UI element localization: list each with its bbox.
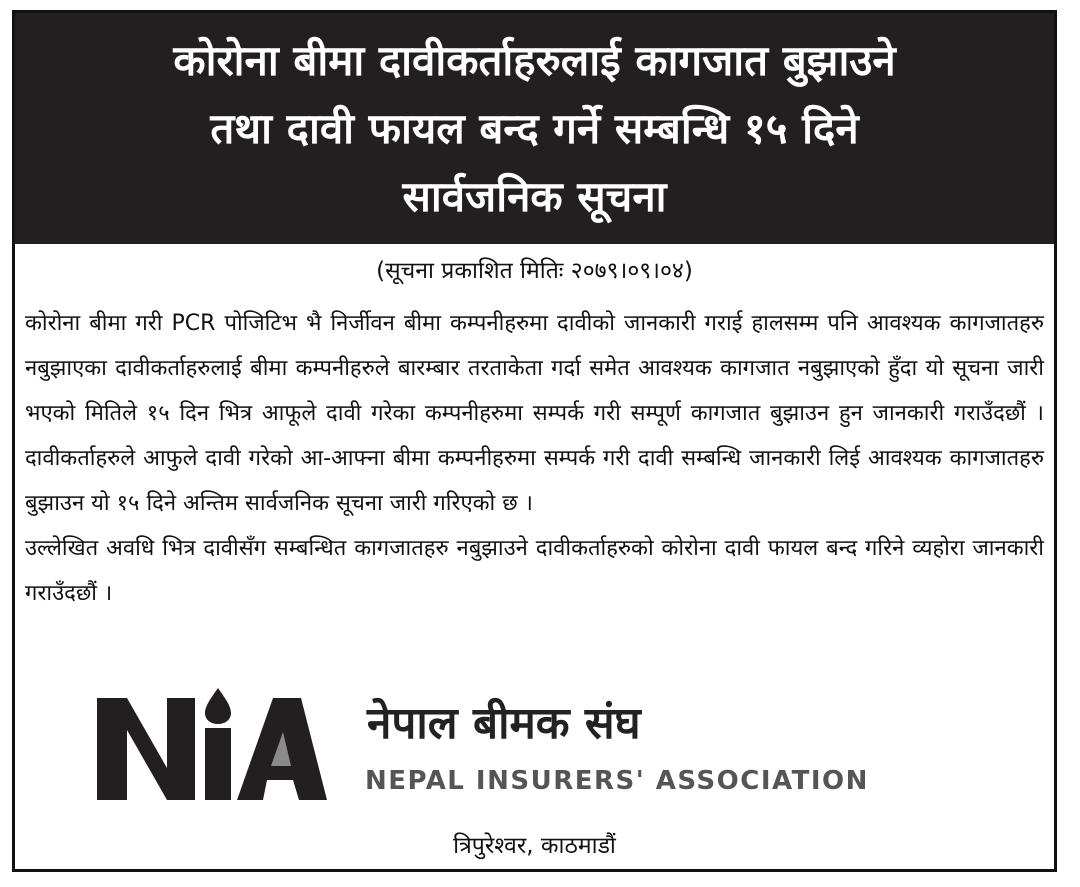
headline-banner (15, 13, 1054, 244)
org-name-english: NEPAL INSURERS' ASSOCIATION (365, 766, 869, 796)
headline-line-3: सार्वजनिक सूचना (402, 171, 667, 221)
nia-logo (97, 688, 997, 808)
headline-line-1: कोरोना बीमा दावीकर्ताहरुलाई कागजात बुझाउने (173, 35, 896, 85)
public-notice (12, 10, 1057, 872)
body-paragraph-2: उल्लेखित अवधि भित्र दावीसँग सम्बन्धित कागजातहरु नबुझाउने दावीकर्ताहरुको कोरोना दावी फायल बन्द गरिने व्यहोरा जानकारी गराउँदछौं । (25, 536, 1044, 606)
body-paragraph-1: कोरोना बीमा गरी PCR पोजिटिभ भै निर्जीवन बीमा कम्पनीहरुमा दावीको जानकारी गराई हालसम्म पनि आवश्यक कागजातहरु नबुझाएका दावीकर्ताहरुलाई बीमा कम्पनीहरुले बारम्बार तरताकेता गर्दा समेत आवश्यक कागजात नबुझाएको हुँदा यो सूचना जारी भएको मितिले १५ दिन भित्र आफूले दावी गरेका कम्पनीहरुमा सम्पर्क गरी सम्पूर्ण कागजात बुझाउन हुन जानकारी गराउँदछौं । दावीकर्ताहरुले आफुले दावी गरेको आ-आफ्ना बीमा कम्पनीहरुमा सम्पर्क गरी दावी सम्बन्धि जानकारी लिई आवश्यक कागजातहरु बुझाउन यो १५ दिने अन्तिम सार्वजनिक सूचना जारी गरिएको छ । (25, 311, 1044, 516)
address: त्रिपुरेश्वर, काठमाडौं (453, 833, 616, 859)
nia-logo-mark (97, 688, 327, 803)
notice-body (25, 301, 1044, 616)
headline-line-2: तथा दावी फायल बन्द गर्ने सम्बन्धि १५ दिने (210, 103, 859, 153)
org-name-nepali: नेपाल बीमक संघ (367, 698, 641, 749)
published-date: (सूचना प्रकाशित मितिः २०७९।०९।०४) (376, 258, 693, 284)
